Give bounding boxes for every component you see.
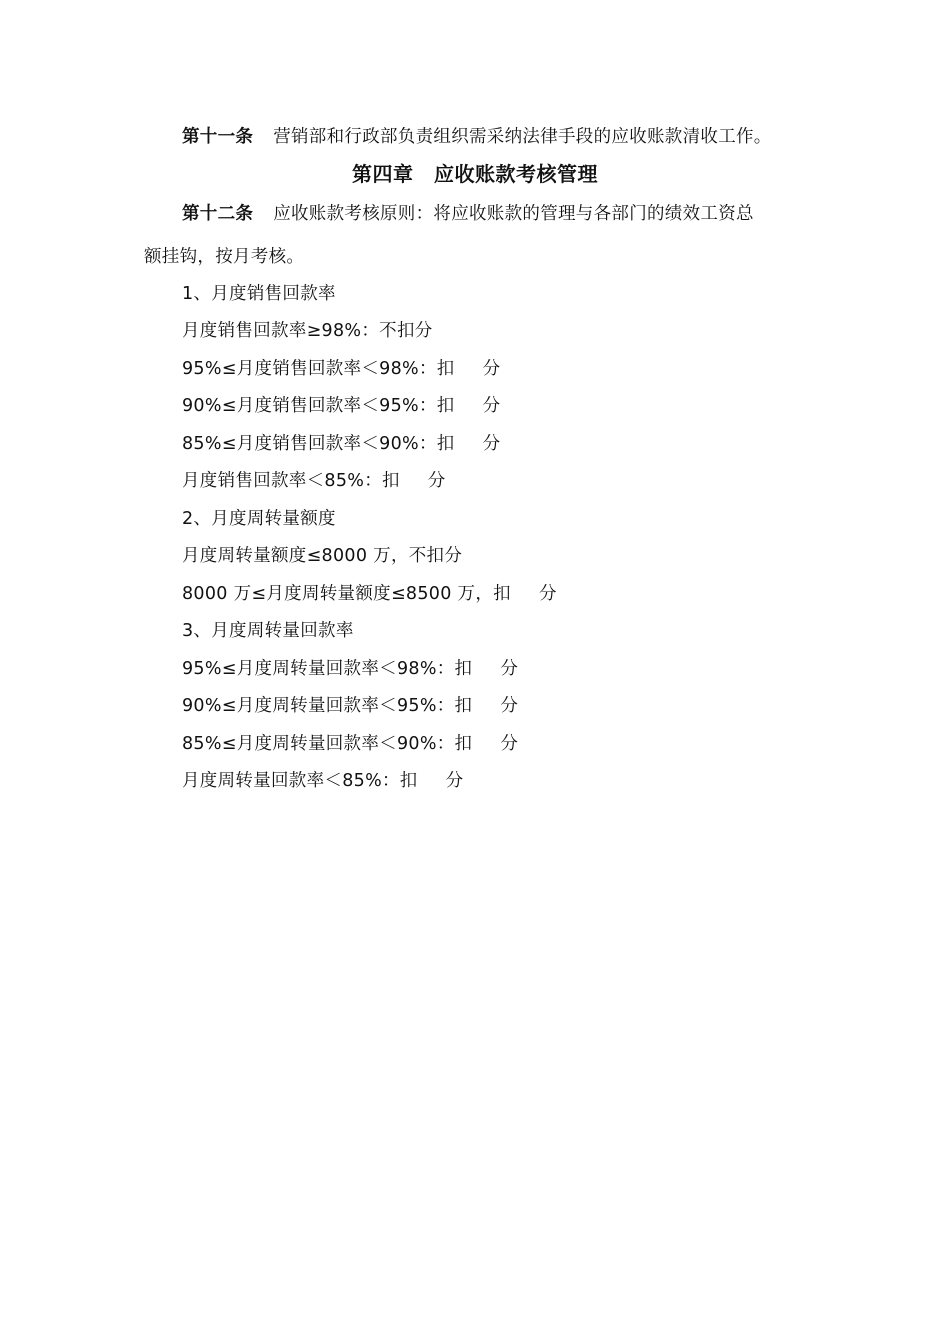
rule-suffix: 分 bbox=[538, 584, 557, 604]
rule-suffix: 分 bbox=[445, 771, 464, 791]
rule-text: 8000 万≤月度周转量额度≤8500 万，扣 bbox=[182, 584, 511, 604]
rule-suffix: 分 bbox=[500, 659, 519, 679]
section-1-rule-3 bbox=[182, 394, 500, 418]
section-1-rule-1: 月度销售回款率≥98%：不扣分 bbox=[182, 321, 433, 341]
section-1-heading: 1、月度销售回款率 bbox=[182, 284, 336, 304]
article-11 bbox=[182, 125, 772, 149]
chapter-4-title: 第四章 应收账款考核管理 bbox=[352, 162, 598, 186]
rule-suffix: 分 bbox=[482, 434, 501, 454]
article-11-text: 营销部和行政部负责组织需采纳法律手段的应收账款清收工作。 bbox=[273, 127, 772, 147]
rule-suffix: 分 bbox=[427, 471, 446, 491]
section-3-rule-3 bbox=[182, 732, 518, 756]
rule-text: 90%≤月度销售回款率＜95%：扣 bbox=[182, 396, 455, 416]
rule-suffix: 分 bbox=[500, 734, 519, 754]
section-2-heading: 2、月度周转量额度 bbox=[182, 509, 336, 529]
section-2-rule-1: 月度周转量额度≤8000 万，不扣分 bbox=[182, 546, 463, 566]
section-1-rule-2 bbox=[182, 357, 500, 381]
article-12-line-1 bbox=[182, 202, 754, 226]
rule-text: 月度销售回款率＜85%：扣 bbox=[182, 471, 400, 491]
rule-text: 月度周转量回款率＜85%：扣 bbox=[182, 771, 418, 791]
section-3-rule-1 bbox=[182, 657, 518, 681]
section-3-rule-4 bbox=[182, 769, 463, 793]
rule-text: 95%≤月度周转量回款率＜98%：扣 bbox=[182, 659, 473, 679]
rule-text: 85%≤月度周转量回款率＜90%：扣 bbox=[182, 734, 473, 754]
article-12-heading: 第十二条 bbox=[182, 204, 254, 224]
section-3-rule-2 bbox=[182, 694, 518, 718]
article-12-text-line-1: 应收账款考核原则：将应收账款的管理与各部门的绩效工资总 bbox=[273, 204, 754, 224]
rule-text: 95%≤月度销售回款率＜98%：扣 bbox=[182, 359, 455, 379]
article-12-line-2: 额挂钩，按月考核。 bbox=[144, 247, 305, 267]
rule-text: 85%≤月度销售回款率＜90%：扣 bbox=[182, 434, 455, 454]
article-11-heading: 第十一条 bbox=[182, 127, 254, 147]
rule-text: 90%≤月度周转量回款率＜95%：扣 bbox=[182, 696, 473, 716]
section-3-heading: 3、月度周转量回款率 bbox=[182, 621, 354, 641]
section-1-rule-5 bbox=[182, 469, 446, 493]
rule-suffix: 分 bbox=[500, 696, 519, 716]
rule-suffix: 分 bbox=[482, 396, 501, 416]
section-1-rule-4 bbox=[182, 432, 500, 456]
rule-suffix: 分 bbox=[482, 359, 501, 379]
section-2-rule-2 bbox=[182, 582, 557, 606]
